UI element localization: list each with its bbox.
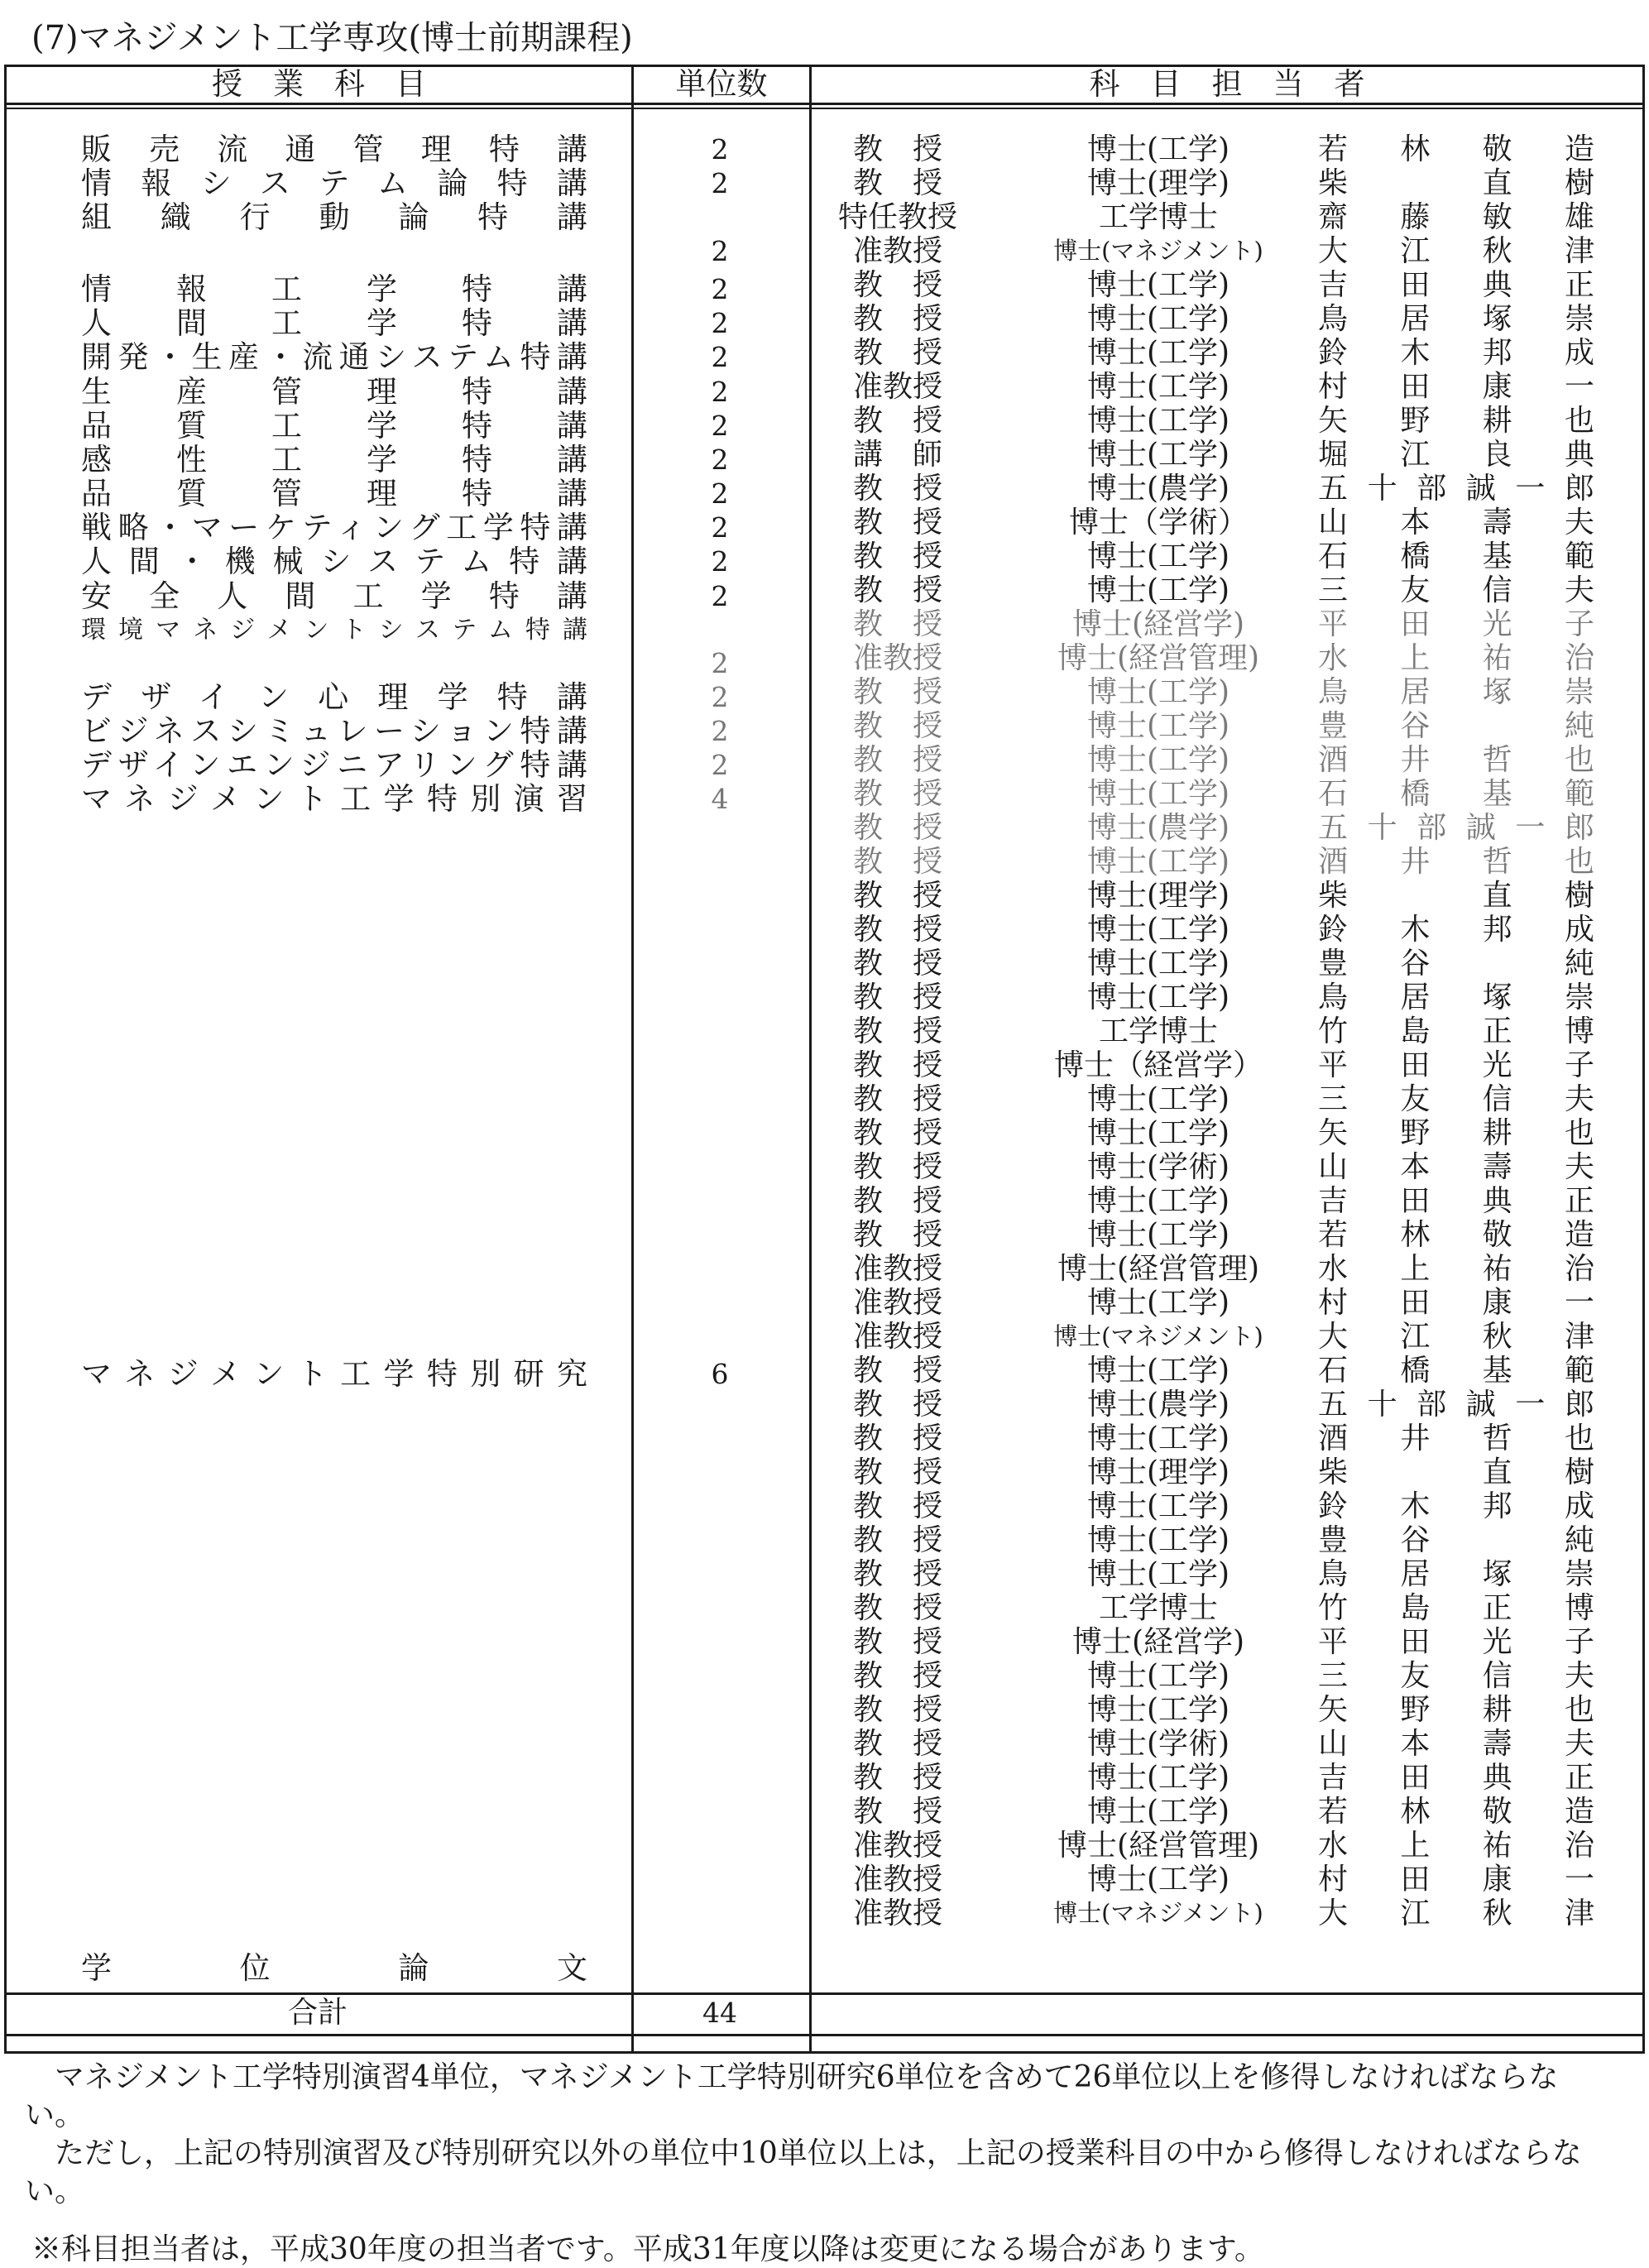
instructor-rank: 特任教授 [837, 200, 957, 234]
instructor-row [836, 404, 1594, 438]
instructor-degree: 博士(経営管理) [1057, 1829, 1260, 1863]
instructor-degree: 工学博士 [1098, 200, 1218, 234]
subject-name: デザイン心理学特講 [81, 680, 587, 715]
instructor-row [836, 1557, 1594, 1591]
instructor-degree: 博士(工学) [1086, 1489, 1230, 1523]
instructor-name: 酒井哲也 [1318, 1422, 1594, 1455]
subject-name: 販売流通管理特講 [81, 132, 587, 167]
subject-credits: 2 [711, 235, 729, 267]
subject-name: 品質工学特講 [81, 409, 587, 444]
instructor-name: 吉田典正 [1318, 1184, 1594, 1218]
subject-name: 組織行動論特講 [81, 200, 587, 235]
instructor-name: 石橋基範 [1318, 1354, 1594, 1388]
instructor-row [836, 1591, 1594, 1625]
instructor-name: 山本壽夫 [1318, 1150, 1594, 1184]
header-subject: 授 業 科 目 [212, 66, 426, 102]
instructor-degree: 博士(マネジメント) [1053, 237, 1263, 265]
instructor-rank: 教 授 [852, 811, 942, 845]
instructor-name: 豊谷 純 [1318, 709, 1594, 743]
instructor-row [836, 1863, 1594, 1896]
instructor-rank: 教 授 [852, 1693, 942, 1727]
subject-credits: 2 [711, 749, 729, 781]
instructor-degree: 博士(工学) [1086, 1795, 1230, 1829]
instructor-degree: 博士(工学) [1086, 947, 1230, 981]
instructor-rank: 教 授 [852, 573, 942, 607]
total-divider [4, 1992, 1645, 1995]
subject-name: 学位論文 [81, 1951, 587, 1986]
instructor-name: 矢野耕也 [1318, 1116, 1594, 1150]
instructor-degree: 博士(工学) [1086, 1422, 1230, 1455]
subject-credits: 2 [711, 341, 729, 373]
instructor-rank: 准教授 [852, 1320, 942, 1354]
subject-name: マネジメント工学特別演習 [81, 782, 587, 817]
instructor-row [836, 1659, 1594, 1693]
subject-name: ビジネスシミュレーション特講 [81, 714, 587, 749]
instructor-rank: 教 授 [852, 743, 942, 777]
instructor-degree: 博士(経営管理) [1057, 1252, 1260, 1286]
instructor-rank: 准教授 [852, 1252, 942, 1286]
subject-credits: 2 [711, 307, 729, 339]
column-divider [809, 65, 812, 2054]
instructor-degree: 博士(工学) [1086, 1761, 1230, 1795]
instructor-name: 酒井哲也 [1318, 743, 1594, 777]
subject-name: 安全人間工学特講 [81, 579, 587, 614]
total-divider [4, 2034, 1645, 2036]
instructor-rank: 教 授 [852, 302, 942, 336]
instructor-degree: 博士(農学) [1086, 1388, 1230, 1422]
instructor-row [836, 472, 1594, 506]
instructor-name: 三友信夫 [1318, 573, 1594, 607]
instructor-rank: 准教授 [852, 370, 942, 404]
subject-name: デザインエンジニアリング特講 [81, 748, 587, 783]
instructor-row [836, 879, 1594, 913]
instructor-rank: 教 授 [852, 1014, 942, 1048]
subject-credits: 2 [711, 444, 729, 476]
instructor-degree: 博士(理学) [1086, 879, 1230, 913]
instructor-degree: 博士（経営学） [1053, 1048, 1263, 1082]
instructor-row [836, 777, 1594, 811]
instructor-rank: 教 授 [852, 845, 942, 879]
column-divider [631, 65, 634, 2054]
instructor-degree: 博士(農学) [1086, 811, 1230, 845]
instructor-name: 竹島正博 [1318, 1591, 1594, 1625]
instructor-row [836, 1048, 1594, 1082]
instructor-name: 村田康一 [1318, 370, 1594, 404]
instructor-degree: 博士(工学) [1086, 1286, 1230, 1320]
instructor-degree: 博士(工学) [1086, 438, 1230, 472]
instructor-row [836, 506, 1594, 539]
instructor-row [836, 947, 1594, 981]
page-title: (7)マネジメント工学専攻(博士前期課程) [31, 19, 633, 57]
instructor-name: 村田康一 [1318, 1286, 1594, 1320]
instructor-rank: 教 授 [852, 607, 942, 641]
subject-credits: 2 [711, 410, 729, 442]
instructor-degree: 博士(工学) [1086, 1693, 1230, 1727]
instructor-rank: 講 師 [852, 438, 942, 472]
instructor-rank: 准教授 [852, 1286, 942, 1320]
instructor-row [836, 641, 1594, 675]
instructor-row [836, 811, 1594, 845]
subject-credits: 2 [711, 647, 729, 679]
subject-name: 人間工学特講 [81, 306, 587, 341]
instructor-rank: 教 授 [852, 336, 942, 370]
subject-name: 品質管理特講 [81, 477, 587, 511]
subject-name: 戦略・マーケティング工学特講 [81, 511, 587, 545]
instructor-degree: 博士(マネジメント) [1053, 1322, 1263, 1350]
instructor-rank: 准教授 [852, 641, 942, 675]
instructor-name: 齋藤敏雄 [1318, 200, 1594, 234]
header-credits: 単位数 [675, 66, 768, 102]
instructor-name: 吉田典正 [1318, 1761, 1594, 1795]
instructor-row [836, 1388, 1594, 1422]
instructor-degree: 博士(工学) [1086, 709, 1230, 743]
instructor-rank: 教 授 [852, 539, 942, 573]
instructor-rank: 教 授 [852, 1388, 942, 1422]
subject-name: 情報システム論特講 [81, 166, 587, 201]
instructor-name: 三友信夫 [1318, 1082, 1594, 1116]
instructor-row [836, 539, 1594, 573]
instructor-rank: 教 授 [852, 1184, 942, 1218]
instructor-rank: 教 授 [852, 1659, 942, 1693]
instructor-name: 水上祐治 [1318, 1829, 1594, 1863]
instructor-rank: 教 授 [852, 947, 942, 981]
instructor-row [836, 675, 1594, 709]
instructor-rank: 教 授 [852, 404, 942, 438]
instructor-name: 三友信夫 [1318, 1659, 1594, 1693]
instructor-name: 五十部誠一郎 [1318, 472, 1594, 506]
instructor-row [836, 438, 1594, 472]
instructor-row [836, 1184, 1594, 1218]
instructor-name: 矢野耕也 [1318, 404, 1594, 438]
instructor-name: 大江秋津 [1318, 234, 1594, 268]
instructor-name: 鳥居塚崇 [1318, 675, 1594, 709]
instructor-rank: 准教授 [852, 1863, 942, 1896]
instructor-row [836, 845, 1594, 879]
instructor-degree: 博士(工学) [1086, 573, 1230, 607]
instructor-name: 鈴木邦成 [1318, 1489, 1594, 1523]
instructor-degree: 博士（学術） [1068, 506, 1248, 539]
instructor-name: 豊谷 純 [1318, 947, 1594, 981]
instructor-rank: 教 授 [852, 1048, 942, 1082]
instructor-rank: 准教授 [852, 234, 942, 268]
instructor-degree: 博士(工学) [1086, 370, 1230, 404]
instructor-degree: 博士(工学) [1086, 302, 1230, 336]
instructor-rank: 教 授 [852, 1455, 942, 1489]
instructor-name: 柴 直樹 [1318, 1455, 1594, 1489]
instructor-rank: 教 授 [852, 1082, 942, 1116]
instructor-row [836, 1761, 1594, 1795]
instructor-rank: 教 授 [852, 506, 942, 539]
instructor-degree: 博士(マネジメント) [1053, 1899, 1263, 1927]
instructor-row [836, 913, 1594, 947]
instructor-rank: 教 授 [852, 166, 942, 200]
instructor-row [836, 1082, 1594, 1116]
instructor-rank: 教 授 [852, 1150, 942, 1184]
instructor-row [836, 1252, 1594, 1286]
instructor-rank: 教 授 [852, 1591, 942, 1625]
instructor-row [836, 607, 1594, 641]
instructor-name: 竹島正博 [1318, 1014, 1594, 1048]
instructor-row [836, 1489, 1594, 1523]
subject-credits: 2 [711, 681, 729, 713]
subject-credits: 2 [711, 580, 729, 612]
instructor-row [836, 1795, 1594, 1829]
subject-credits: 2 [711, 376, 729, 408]
instructor-name: 柴 直樹 [1318, 166, 1594, 200]
instructor-rank: 教 授 [852, 1218, 942, 1252]
instructor-name: 若林敬造 [1318, 1218, 1594, 1252]
instructor-row [836, 1896, 1594, 1930]
instructor-rank: 教 授 [852, 1523, 942, 1557]
subject-credits: 2 [711, 133, 729, 165]
instructor-row [836, 200, 1594, 234]
instructor-name: 鈴木邦成 [1318, 913, 1594, 947]
instructor-degree: 工学博士 [1098, 1591, 1218, 1625]
instructor-name: 堀江良典 [1318, 438, 1594, 472]
instructor-name: 村田康一 [1318, 1863, 1594, 1896]
instructor-degree: 博士(経営学) [1071, 607, 1245, 641]
footnote: ※科目担当者は，平成30年度の担当者です。平成31年度以降は変更になる場合があります。 [31, 2232, 1264, 2266]
instructor-rank: 教 授 [852, 472, 942, 506]
instructor-degree: 博士(工学) [1086, 675, 1230, 709]
instructor-degree: 博士(学術) [1086, 1727, 1230, 1761]
instructor-degree: 博士(理学) [1086, 1455, 1230, 1489]
instructor-row [836, 1829, 1594, 1863]
instructor-row [836, 1150, 1594, 1184]
instructor-degree: 博士(工学) [1086, 913, 1230, 947]
instructor-rank: 教 授 [852, 879, 942, 913]
instructor-rank: 教 授 [852, 268, 942, 302]
subject-credits: 2 [711, 477, 729, 510]
instructor-row [836, 1455, 1594, 1489]
instructor-name: 鳥居塚崇 [1318, 1557, 1594, 1591]
instructor-degree: 博士(工学) [1086, 1184, 1230, 1218]
subject-name: 人間・機械システム特講 [81, 544, 587, 579]
instructor-row [836, 743, 1594, 777]
subject-credits: 2 [711, 545, 729, 578]
instructor-row [836, 166, 1594, 200]
instructor-name: 大江秋津 [1318, 1896, 1594, 1930]
instructor-degree: 博士(経営学) [1071, 1625, 1245, 1659]
instructor-degree: 博士(工学) [1086, 404, 1230, 438]
subject-name: 開発・生産・流通システム特講 [81, 340, 587, 375]
total-label: 合計 [287, 1996, 348, 2030]
instructor-rank: 准教授 [852, 1829, 942, 1863]
instructor-rank: 教 授 [852, 1625, 942, 1659]
instructor-name: 吉田典正 [1318, 268, 1594, 302]
instructor-degree: 博士(工学) [1086, 981, 1230, 1014]
instructor-row [836, 1286, 1594, 1320]
note-line: マネジメント工学特別演習4単位，マネジメント工学特別研究6単位を含めて26単位以上を修得しなければならない。 [25, 2060, 1559, 2132]
instructor-name: 鳥居塚崇 [1318, 981, 1594, 1014]
subject-name: 情報工学特講 [81, 272, 587, 307]
instructor-row [836, 573, 1594, 607]
instructor-name: 山本壽夫 [1318, 506, 1594, 539]
instructor-rank: 教 授 [852, 777, 942, 811]
instructor-degree: 博士(理学) [1086, 166, 1230, 200]
instructor-degree: 博士(工学) [1086, 132, 1230, 166]
instructor-rank: 教 授 [852, 1727, 942, 1761]
instructor-row [836, 1014, 1594, 1048]
instructor-name: 石橋基範 [1318, 777, 1594, 811]
instructor-row [836, 1218, 1594, 1252]
instructor-degree: 博士(工学) [1086, 777, 1230, 811]
instructor-name: 石橋基範 [1318, 539, 1594, 573]
instructor-row [836, 370, 1594, 404]
instructor-rank: 教 授 [852, 1489, 942, 1523]
instructor-rank: 教 授 [852, 1422, 942, 1455]
instructor-rank: 教 授 [852, 981, 942, 1014]
instructor-name: 酒井哲也 [1318, 845, 1594, 879]
note-line: ただし，上記の特別演習及び特別研究以外の単位中10単位以上は，上記の授業科目の中から修得しなければならない。 [25, 2136, 1582, 2208]
instructor-degree: 工学博士 [1098, 1014, 1218, 1048]
instructor-name: 五十部誠一郎 [1318, 1388, 1594, 1422]
requirements-note [25, 2059, 1613, 2211]
instructor-rank: 教 授 [852, 1761, 942, 1795]
instructor-name: 矢野耕也 [1318, 1693, 1594, 1727]
instructor-name: 平田光子 [1318, 1048, 1594, 1082]
instructor-rank: 准教授 [852, 1896, 942, 1930]
instructor-row [836, 132, 1594, 166]
subject-credits: 4 [711, 783, 729, 815]
instructor-row [836, 268, 1594, 302]
instructor-row [836, 336, 1594, 370]
instructor-degree: 博士(工学) [1086, 1116, 1230, 1150]
subject-name: マネジメント工学特別研究 [81, 1357, 587, 1392]
subject-name: 生産管理特講 [81, 375, 587, 410]
instructor-row [836, 981, 1594, 1014]
instructor-row [836, 1693, 1594, 1727]
instructor-row [836, 302, 1594, 336]
subject-credits: 2 [711, 715, 729, 747]
instructor-degree: 博士(工学) [1086, 743, 1230, 777]
instructor-row [836, 1422, 1594, 1455]
subject-credits [637, 1951, 803, 1986]
instructor-name: 大江秋津 [1318, 1320, 1594, 1354]
header-divider [4, 108, 1645, 109]
instructor-rank: 教 授 [852, 1557, 942, 1591]
instructor-degree: 博士(工学) [1086, 1557, 1230, 1591]
instructor-rank: 教 授 [852, 132, 942, 166]
instructor-name: 若林敬造 [1318, 132, 1594, 166]
subject-name: 環境マネジメントシステム特講 [81, 616, 587, 645]
instructor-row [836, 1116, 1594, 1150]
instructor-degree: 博士(工学) [1086, 1523, 1230, 1557]
instructor-degree: 博士(工学) [1086, 1863, 1230, 1896]
instructor-degree: 博士(農学) [1086, 472, 1230, 506]
instructor-degree: 博士(工学) [1086, 1659, 1230, 1693]
instructor-degree: 博士(学術) [1086, 1150, 1230, 1184]
subject-credits: 2 [711, 167, 729, 199]
header-instructors: 科 目 担 当 者 [1089, 66, 1365, 102]
subject-credits: 2 [711, 273, 729, 305]
instructor-row [836, 1354, 1594, 1388]
instructor-name: 若林敬造 [1318, 1795, 1594, 1829]
instructor-row [836, 709, 1594, 743]
subject-credits: 6 [711, 1358, 729, 1390]
instructor-degree: 博士(工学) [1086, 1082, 1230, 1116]
instructor-name: 豊谷 純 [1318, 1523, 1594, 1557]
instructor-name: 五十部誠一郎 [1318, 811, 1594, 845]
subject-credits: 2 [711, 511, 729, 544]
instructor-degree: 博士(工学) [1086, 845, 1230, 879]
instructor-name: 鳥居塚崇 [1318, 302, 1594, 336]
instructor-rank: 教 授 [852, 709, 942, 743]
instructor-row [836, 1727, 1594, 1761]
instructor-name: 山本壽夫 [1318, 1727, 1594, 1761]
total-credits: 44 [702, 1997, 737, 2029]
instructor-degree: 博士(工学) [1086, 336, 1230, 370]
instructor-degree: 博士(工学) [1086, 1354, 1230, 1388]
instructor-degree: 博士(経営管理) [1057, 641, 1260, 675]
instructor-row [836, 1523, 1594, 1557]
instructor-rank: 教 授 [852, 1116, 942, 1150]
instructor-rank: 教 授 [852, 913, 942, 947]
instructor-degree: 博士(工学) [1086, 268, 1230, 302]
instructor-name: 平田光子 [1318, 607, 1594, 641]
instructor-row [836, 1320, 1594, 1354]
instructor-name: 水上祐治 [1318, 1252, 1594, 1286]
instructor-name: 鈴木邦成 [1318, 336, 1594, 370]
instructor-row [836, 1625, 1594, 1659]
header-divider [4, 103, 1645, 105]
instructor-row [836, 234, 1594, 268]
instructor-rank: 教 授 [852, 1795, 942, 1829]
instructor-rank: 教 授 [852, 675, 942, 709]
instructor-name: 柴 直樹 [1318, 879, 1594, 913]
instructor-degree: 博士(工学) [1086, 1218, 1230, 1252]
subject-name: 感性工学特講 [81, 443, 587, 477]
instructor-name: 平田光子 [1318, 1625, 1594, 1659]
instructor-rank: 教 授 [852, 1354, 942, 1388]
instructor-degree: 博士(工学) [1086, 539, 1230, 573]
instructor-name: 水上祐治 [1318, 641, 1594, 675]
